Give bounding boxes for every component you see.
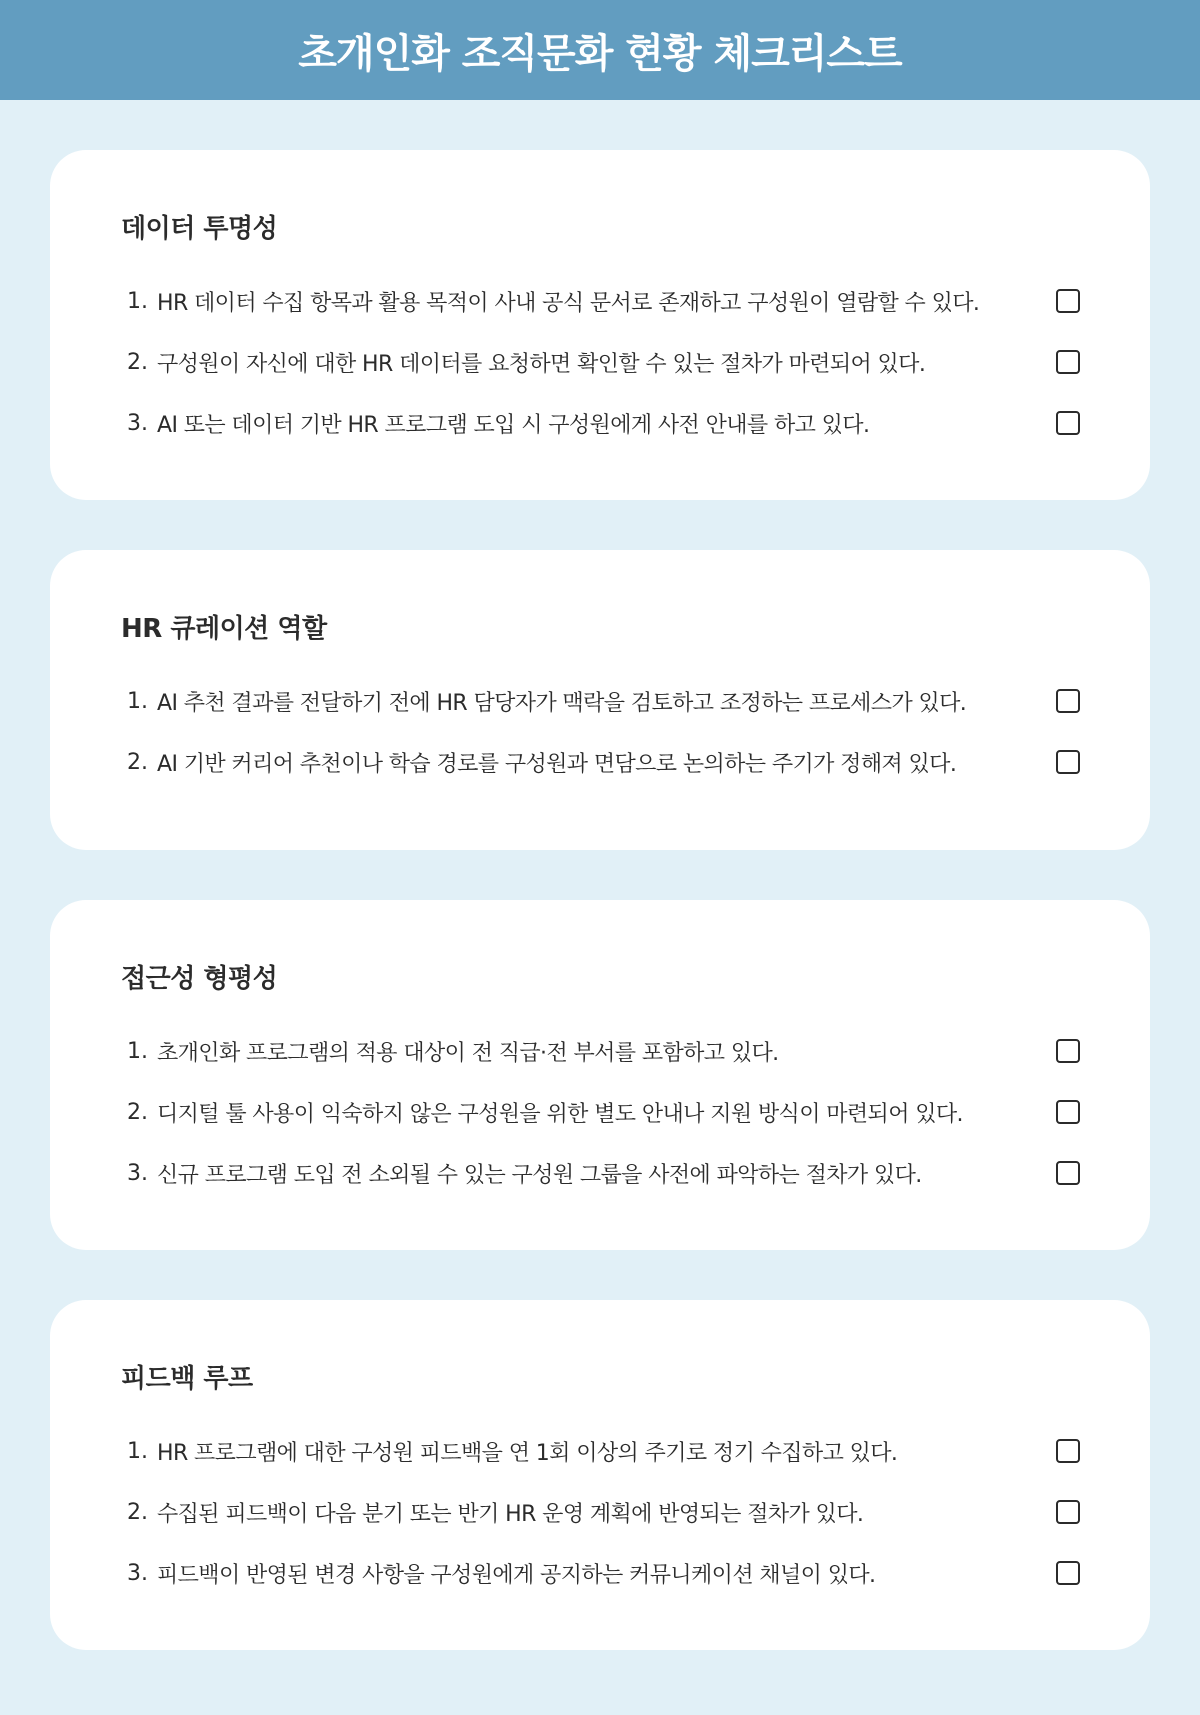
item-number: 3. <box>127 1560 148 1586</box>
checklist-item <box>127 1431 1080 1471</box>
checkbox[interactable] <box>1056 1161 1080 1185</box>
checklist-item <box>127 681 1080 721</box>
checklist-item <box>127 1553 1080 1593</box>
checklist-item <box>127 1153 1080 1193</box>
checklist-item <box>127 281 1080 321</box>
checkbox[interactable] <box>1056 411 1080 435</box>
checkbox[interactable] <box>1056 1500 1080 1524</box>
item-number: 3. <box>127 1160 148 1186</box>
checkbox[interactable] <box>1056 289 1080 313</box>
section-data-transparency <box>50 150 1150 500</box>
checkbox[interactable] <box>1056 1039 1080 1063</box>
item-number: 1. <box>127 1038 148 1064</box>
section-access-equity <box>50 900 1150 1250</box>
item-number: 1. <box>127 688 148 714</box>
checkbox[interactable] <box>1056 750 1080 774</box>
item-text: AI 추천 결과를 전달하기 전에 HR 담당자가 맥락을 검토하고 조정하는 프로세스가 있다. <box>157 690 967 716</box>
item-text: AI 기반 커리어 추천이나 학습 경로를 구성원과 면담으로 논의하는 주기가 정해져 있다. <box>157 751 957 777</box>
item-number: 2. <box>127 749 148 775</box>
checklist-item <box>127 742 1080 782</box>
item-number: 2. <box>127 1499 148 1525</box>
section-hr-curation-role <box>50 550 1150 850</box>
checkbox[interactable] <box>1056 1561 1080 1585</box>
section-title: 피드백 루프 <box>121 1364 253 1394</box>
checklist-item <box>127 403 1080 443</box>
section-feedback-loop <box>50 1300 1150 1650</box>
checklist-item <box>127 1092 1080 1132</box>
checklist-item <box>127 1031 1080 1071</box>
item-number: 3. <box>127 410 148 436</box>
item-number: 1. <box>127 288 148 314</box>
page-title: 초개인화 조직문화 현황 체크리스트 <box>298 30 902 77</box>
item-text: 디지털 툴 사용이 익숙하지 않은 구성원을 위한 별도 안내나 지원 방식이 마련되어 있다. <box>157 1101 963 1127</box>
item-text: 초개인화 프로그램의 적용 대상이 전 직급·전 부서를 포함하고 있다. <box>157 1040 779 1066</box>
item-text: 신규 프로그램 도입 전 소외될 수 있는 구성원 그룹을 사전에 파악하는 절차가 있다. <box>157 1162 922 1188</box>
section-title: HR 큐레이션 역할 <box>121 614 327 644</box>
item-text: 구성원이 자신에 대한 HR 데이터를 요청하면 확인할 수 있는 절차가 마련되어 있다. <box>157 351 926 377</box>
item-number: 2. <box>127 1099 148 1125</box>
checkbox[interactable] <box>1056 1439 1080 1463</box>
checkbox[interactable] <box>1056 689 1080 713</box>
item-text: HR 프로그램에 대한 구성원 피드백을 연 1회 이상의 주기로 정기 수집하고 있다. <box>157 1440 898 1466</box>
item-number: 2. <box>127 349 148 375</box>
item-text: HR 데이터 수집 항목과 활용 목적이 사내 공식 문서로 존재하고 구성원이 열람할 수 있다. <box>157 290 980 316</box>
section-title: 접근성 형평성 <box>121 964 278 994</box>
page-header <box>0 0 1200 100</box>
item-text: AI 또는 데이터 기반 HR 프로그램 도입 시 구성원에게 사전 안내를 하고 있다. <box>157 412 870 438</box>
item-number: 1. <box>127 1438 148 1464</box>
item-text: 피드백이 반영된 변경 사항을 구성원에게 공지하는 커뮤니케이션 채널이 있다. <box>157 1562 876 1588</box>
section-title: 데이터 투명성 <box>121 214 278 244</box>
checkbox[interactable] <box>1056 350 1080 374</box>
checklist-item <box>127 1492 1080 1532</box>
checklist-item <box>127 342 1080 382</box>
item-text: 수집된 피드백이 다음 분기 또는 반기 HR 운영 계획에 반영되는 절차가 있다. <box>157 1501 864 1527</box>
checkbox[interactable] <box>1056 1100 1080 1124</box>
